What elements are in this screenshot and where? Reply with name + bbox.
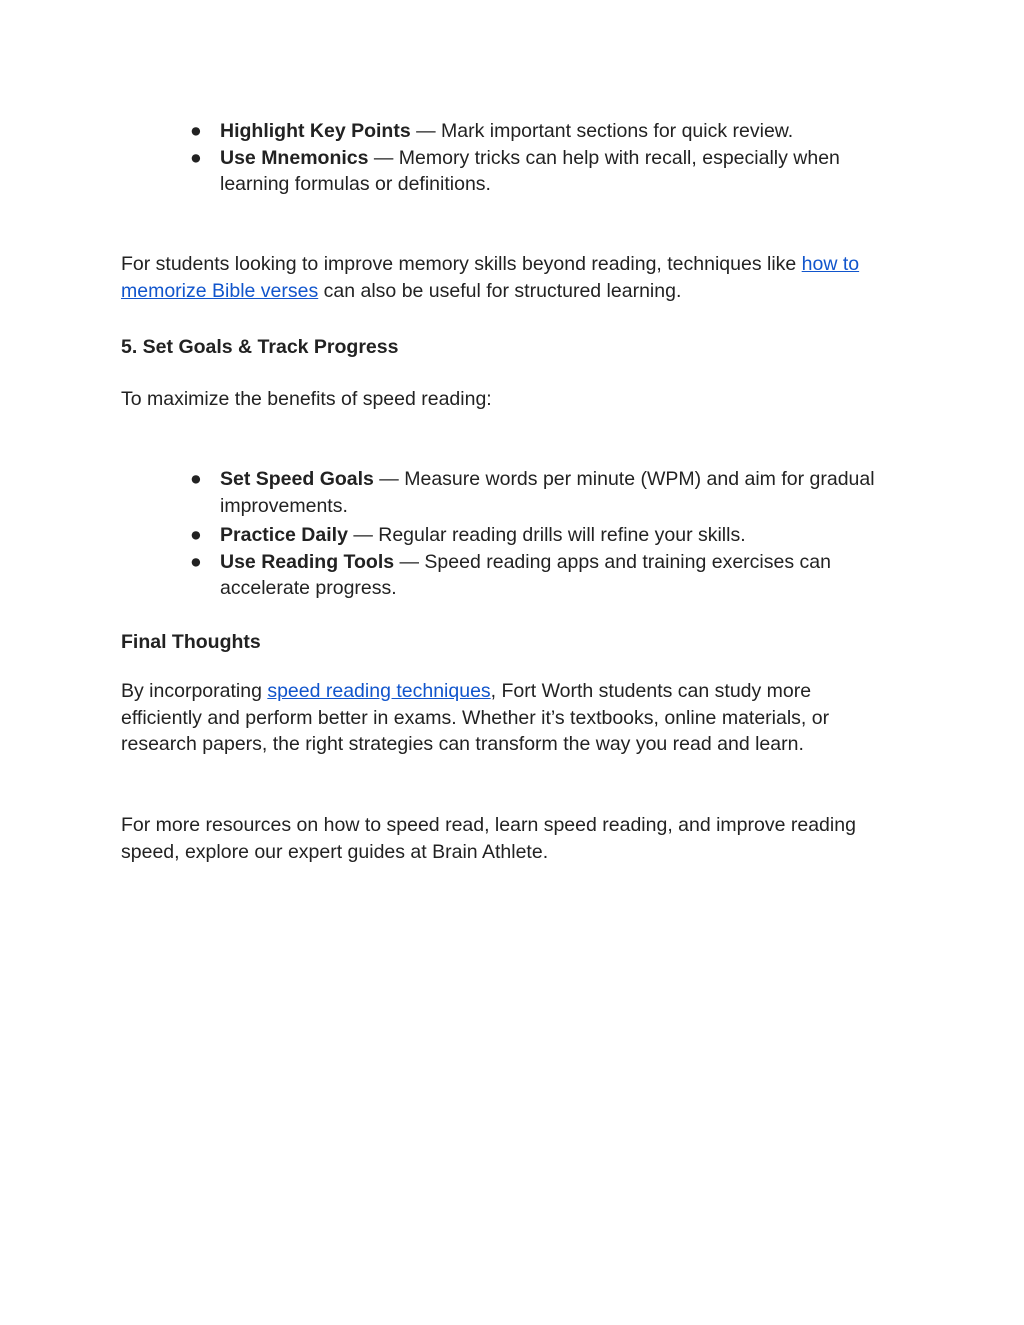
tips-list [121, 118, 911, 198]
bullet-term: Use Reading Tools [220, 550, 395, 573]
memory-paragraph [121, 251, 891, 304]
final-text-before: By incorporating [121, 680, 268, 702]
bullet-text: — Regular reading drills will refine your skills. [347, 524, 746, 546]
bullet-term: Highlight Key Points [220, 120, 411, 142]
bullet-icon: ● [190, 120, 202, 142]
bullet-term: Practice Daily [220, 524, 348, 546]
bullet-term: Set Speed Goals [220, 468, 374, 490]
list-item [121, 522, 911, 549]
goals-intro: To maximize the benefits of speed reading: [121, 388, 492, 410]
bullet-icon: ● [190, 524, 202, 546]
bullet-text: — Measure words per minute (WPM) and aim for gradual improvements. [220, 468, 875, 517]
section-heading-final: Final Thoughts [121, 631, 261, 653]
bullet-text: — Memory tricks can help with recall, especially when learning formulas or definitions. [220, 146, 840, 195]
bullet-term: Use Mnemonics [220, 146, 369, 169]
bullet-text: — Mark important sections for quick review. [410, 120, 794, 142]
memory-text-before: For students looking to improve memory skills beyond reading, techniques like [121, 253, 802, 275]
list-item [121, 118, 911, 145]
final-text-after: , Fort Worth students can study more efficiently and perform better in exams. Whether it’s textbooks, online materials, or research papers, the right strategies can transform the way you read and learn. [121, 680, 830, 755]
section-heading-goals: 5. Set Goals & Track Progress [121, 336, 399, 358]
list-item [121, 466, 900, 519]
list-item [121, 145, 870, 198]
memory-text-after: can also be useful for structured learning. [318, 279, 682, 302]
bullet-icon: ● [190, 550, 202, 573]
final-paragraph [121, 678, 856, 758]
speed-reading-techniques-link[interactable]: speed reading techniques [267, 680, 491, 702]
resources-paragraph: For more resources on how to speed read, learn speed reading, and improve reading speed, explore our expert guides at Brain Athlete. [121, 814, 856, 863]
bullet-icon: ● [190, 468, 202, 490]
bullet-text: — Speed reading apps and training exercises can accelerate progress. [220, 550, 831, 599]
goals-list [121, 466, 911, 602]
list-item [121, 549, 870, 602]
bullet-icon: ● [190, 146, 202, 169]
bible-verses-link[interactable]: how to memorize Bible verses [121, 253, 860, 302]
